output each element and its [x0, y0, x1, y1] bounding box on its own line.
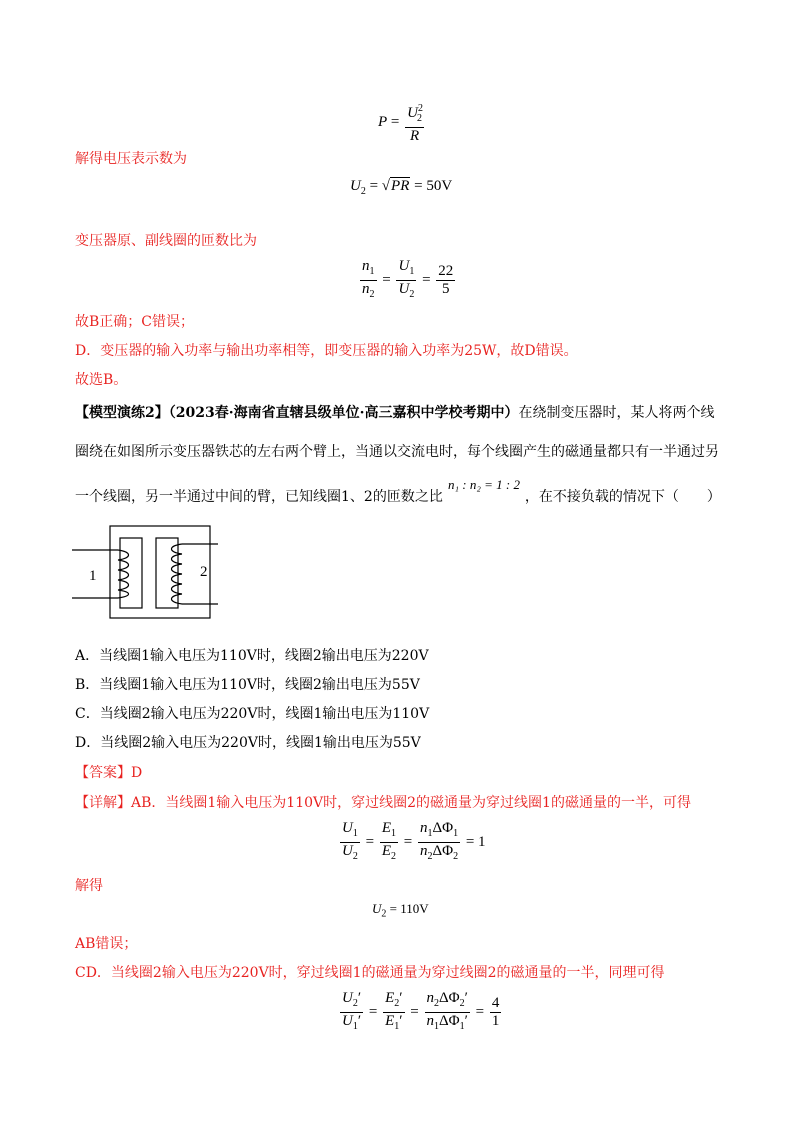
- formula-symbol: U: [350, 178, 361, 194]
- fraction: $\frac{n_2\Delta\Phi_2'}{n_1\Delta\Phi_1'}$: [426, 990, 468, 1032]
- solve-voltmeter-line: 解得电压表示数为: [75, 151, 187, 167]
- option-c: C．当线圈2输入电压为220V时，线圈1输出电压为110V: [75, 706, 430, 722]
- formula-power: P = $\frac{U^2_2}{R}$: [378, 100, 426, 145]
- subscript: 2: [369, 289, 375, 300]
- fraction-numerator: 4: [491, 995, 500, 1011]
- ab-wrong-line: AB错误；: [75, 936, 138, 952]
- formula-value: 110V: [400, 901, 429, 916]
- fraction: [490, 995, 502, 1030]
- subscript: 1: [369, 266, 375, 277]
- fraction: $\frac{E_1}{E_2}$: [381, 820, 396, 862]
- formula-symbol: U: [407, 105, 418, 121]
- formula-symbol: n: [362, 258, 370, 274]
- fraction: [396, 258, 416, 303]
- fraction: $\frac{U_2'}{U_1'}$: [342, 990, 362, 1032]
- fraction-denominator: 5: [442, 281, 450, 297]
- fraction: $\frac{U_1}{U_2}$: [342, 820, 358, 862]
- formula-value: 1: [478, 833, 486, 850]
- problem-line-3: [75, 487, 721, 507]
- choose-b-line: 故选B。: [75, 372, 128, 388]
- coil2-label: 2: [200, 564, 208, 580]
- subscript: 2: [416, 113, 422, 124]
- formula-u2-sqrt: $U_2 = √PR = 50V$: [350, 178, 453, 197]
- formula-symbol: R: [409, 128, 420, 144]
- subscript: 1: [409, 266, 415, 277]
- coil1-label: 1: [89, 568, 97, 584]
- subscript: 2: [409, 289, 415, 300]
- fraction: [436, 263, 455, 298]
- core-window-right: [156, 538, 178, 608]
- problem-text: 在绕制变压器时，某人将两个线: [518, 405, 715, 421]
- solve-line: 解得: [75, 878, 103, 894]
- turns-ratio-intro: 变压器原、副线圈的匝数比为: [75, 233, 257, 249]
- fraction-numerator: 22: [438, 263, 454, 279]
- formula-ratio-cd: $\frac{U_2'}{U_1'}$ = $\frac{E_2'}{E_1'}$ = $\frac{n_2\Delta\Phi_2'}{n_1\Delta\Phi_1'}$ = $\frac{4}{1}$: [338, 990, 503, 1035]
- b-correct-line: 故B正确；C错误；: [75, 314, 194, 330]
- option-d: D．当线圈2输入电压为220V时，线圈1输出电压为55V: [75, 735, 421, 751]
- d-statement-line: D．变压器的输入功率与输出功率相等，即变压器的输入功率为25W，故D错误。: [75, 343, 578, 359]
- fraction-denominator: 1: [491, 1013, 500, 1029]
- fraction: $\frac{E_2'}{E_1'}$: [385, 990, 403, 1032]
- subscript: 2: [381, 908, 387, 920]
- fraction: $\frac{n_1\Delta\Phi_1}{n_2\Delta\Phi_2}$: [419, 820, 459, 862]
- option-a: A．当线圈1输入电压为110V时，线圈2输出电压为220V: [75, 648, 429, 664]
- answer-line: 【答案】D: [75, 765, 143, 781]
- fraction: [405, 100, 424, 145]
- formula-symbol: U: [372, 901, 382, 916]
- coil2-winding: [172, 544, 183, 604]
- problem-line-1: [75, 403, 714, 423]
- subscript: 2: [360, 186, 366, 197]
- formula-symbol: n: [362, 281, 370, 297]
- problem-text: ，在不接负载的情况下（ ）: [524, 489, 721, 505]
- formula-u2-result: $U_2 = 110V$: [372, 901, 429, 920]
- problem-tag: 【模型演练2】（2023春·海南省直辖县级单位·高三嘉积中学校考期中）: [75, 405, 519, 421]
- problem-line-2: 圈绕在如图所示变压器铁芯的左右两个臂上，当通以交流电时，每个线圈产生的磁通量都只有一半通过另: [75, 444, 719, 460]
- fraction: [360, 258, 377, 303]
- option-b: B．当线圈1输入电压为110V时，线圈2输出电压为55V: [75, 677, 420, 693]
- superscript: 2: [417, 103, 423, 114]
- formula-symbol: U: [398, 281, 410, 297]
- formula-turns-ratio: $\frac{n_1}{n_2}$ = $\frac{U_1}{U_2}$ = $\frac{22}{5}$: [358, 258, 457, 303]
- detail-line: 【详解】AB．当线圈1输入电压为110V时，穿过线圈2的磁通量为穿过线圈1的磁通量的一半，可得: [75, 795, 691, 811]
- formula-symbol: U: [398, 258, 410, 274]
- formula-ratio-ab: $\frac{U_1}{U_2}$ = $\frac{E_1}{E_2}$ = $\frac{n_1\Delta\Phi_1}{n_2\Delta\Phi_2}$ = 1: [338, 820, 486, 865]
- cd-statement-line: CD．当线圈2输入电压为220V时，穿过线圈1的磁通量为穿过线圈2的磁通量的一半，同理可得: [75, 965, 665, 981]
- formula-value: 50V: [426, 178, 453, 194]
- formula-symbol: P: [378, 113, 388, 130]
- problem-text: 一个线圈，另一半通过中间的臂，已知线圈1、2的匝数之比: [75, 489, 443, 505]
- sqrt-content: PR: [391, 178, 410, 194]
- inline-turns-ratio: n₁ : n₂ = 1 : 2: [448, 477, 520, 492]
